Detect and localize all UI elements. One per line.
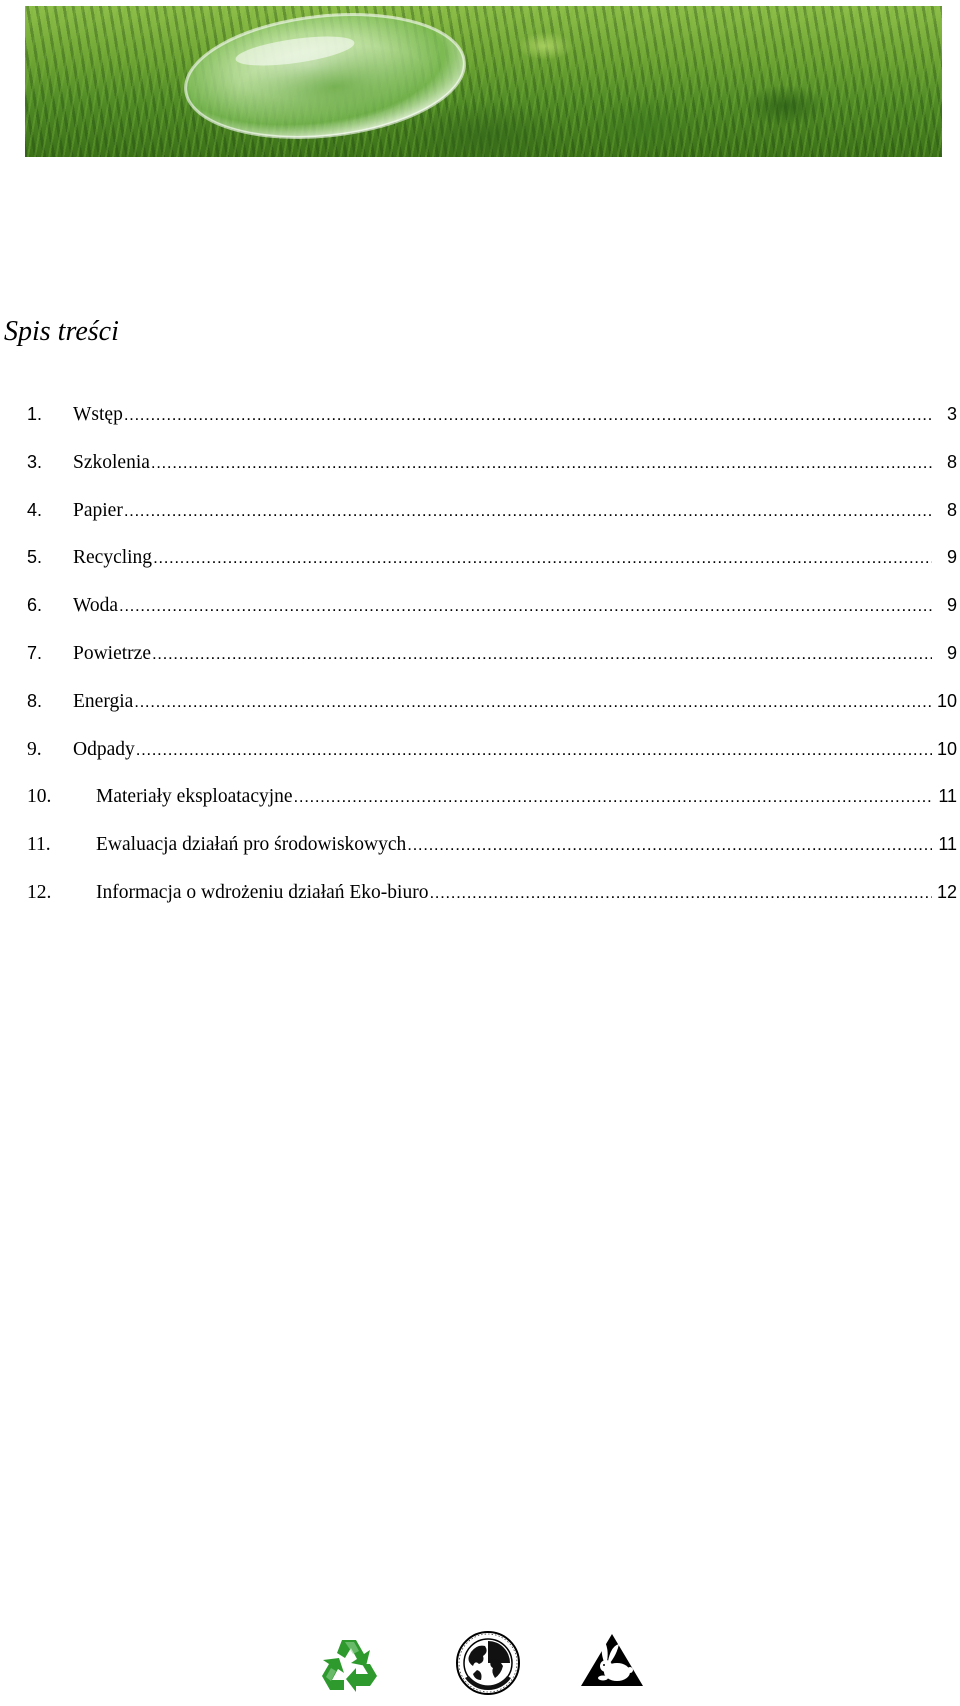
toc-entry-number: 11.	[27, 834, 51, 856]
toc-entry[interactable]	[27, 404, 957, 452]
toc-entry-label[interactable]: Ewaluacja działań pro środowiskowych	[96, 834, 407, 856]
water-drop-icon	[25, 6, 942, 157]
toc-entry-number: 3.	[27, 451, 43, 472]
toc-entry-number: 10.	[27, 786, 52, 808]
footer-logos	[0, 1630, 960, 1700]
toc-entry-number: 1.	[27, 404, 43, 424]
toc-entry-page: 12	[936, 881, 957, 902]
toc-entry[interactable]	[27, 595, 957, 643]
toc-entry-page: 9	[946, 547, 957, 568]
toc-entry[interactable]	[27, 643, 957, 691]
recycle-icon	[318, 1636, 380, 1694]
toc-leader-dots	[407, 835, 932, 855]
toc-leader-dots	[151, 453, 932, 473]
toc-entry-number: 4.	[27, 499, 43, 520]
toc-leader-dots	[124, 405, 932, 425]
toc-leader-dots	[134, 692, 932, 712]
toc-entry-label[interactable]: Energia	[73, 690, 134, 712]
toc-entry[interactable]	[27, 739, 957, 787]
toc-entry[interactable]	[27, 547, 957, 595]
toc-entry[interactable]	[27, 691, 957, 739]
toc-entry[interactable]	[27, 500, 957, 548]
toc-leader-dots	[429, 883, 932, 903]
header-banner-image	[25, 6, 942, 157]
toc-entry-page: 8	[946, 451, 957, 472]
toc-entry-label[interactable]: Odpady	[73, 738, 135, 760]
toc-entry-label[interactable]: Woda	[73, 595, 118, 617]
toc-entry-number: 5.	[27, 547, 43, 568]
toc-entry-number: 8.	[27, 690, 43, 711]
toc-leader-dots	[124, 501, 932, 521]
toc-entry-number: 7.	[27, 642, 43, 663]
toc-entry-label[interactable]: Recycling	[73, 547, 153, 569]
toc-leader-dots	[152, 644, 932, 664]
toc-entry-page: 10	[936, 690, 957, 711]
toc-entry-label[interactable]: Papier	[73, 499, 123, 521]
toc-entry-label[interactable]: Wstęp	[73, 404, 123, 425]
toc-entry[interactable]	[27, 834, 957, 882]
toc-leader-dots	[136, 740, 932, 760]
toc-entry-label[interactable]: Informacja o wdrożeniu działań Eko-biuro	[96, 881, 429, 903]
toc-entry-label[interactable]: Powietrze	[73, 642, 151, 664]
toc-leader-dots	[294, 787, 932, 807]
toc-title: Spis treści	[4, 316, 119, 347]
toc-entry-number: 6.	[27, 595, 43, 616]
cruelty-free-bunny-icon	[579, 1632, 645, 1688]
toc-entry-number: 9.	[27, 738, 42, 760]
table-of-contents	[27, 404, 957, 930]
toc-entry-label[interactable]: Materiały eksploatacyjne	[96, 786, 293, 808]
toc-entry-page: 11	[938, 834, 957, 855]
toc-entry-page: 9	[946, 595, 957, 616]
toc-entry-page: 3	[946, 404, 957, 424]
toc-entry-page: 10	[936, 738, 957, 759]
toc-entry-page: 11	[938, 786, 957, 807]
toc-entry[interactable]	[27, 452, 957, 500]
toc-entry-page: 9	[946, 642, 957, 663]
toc-leader-dots	[119, 596, 932, 616]
toc-entry[interactable]	[27, 882, 957, 930]
toc-entry-number: 12.	[27, 881, 52, 903]
toc-entry[interactable]	[27, 786, 957, 834]
toc-entry-page: 8	[946, 499, 957, 520]
toc-leader-dots	[153, 548, 932, 568]
toc-entry-label[interactable]: Szkolenia	[73, 451, 150, 473]
globe-seal-icon	[455, 1630, 521, 1696]
